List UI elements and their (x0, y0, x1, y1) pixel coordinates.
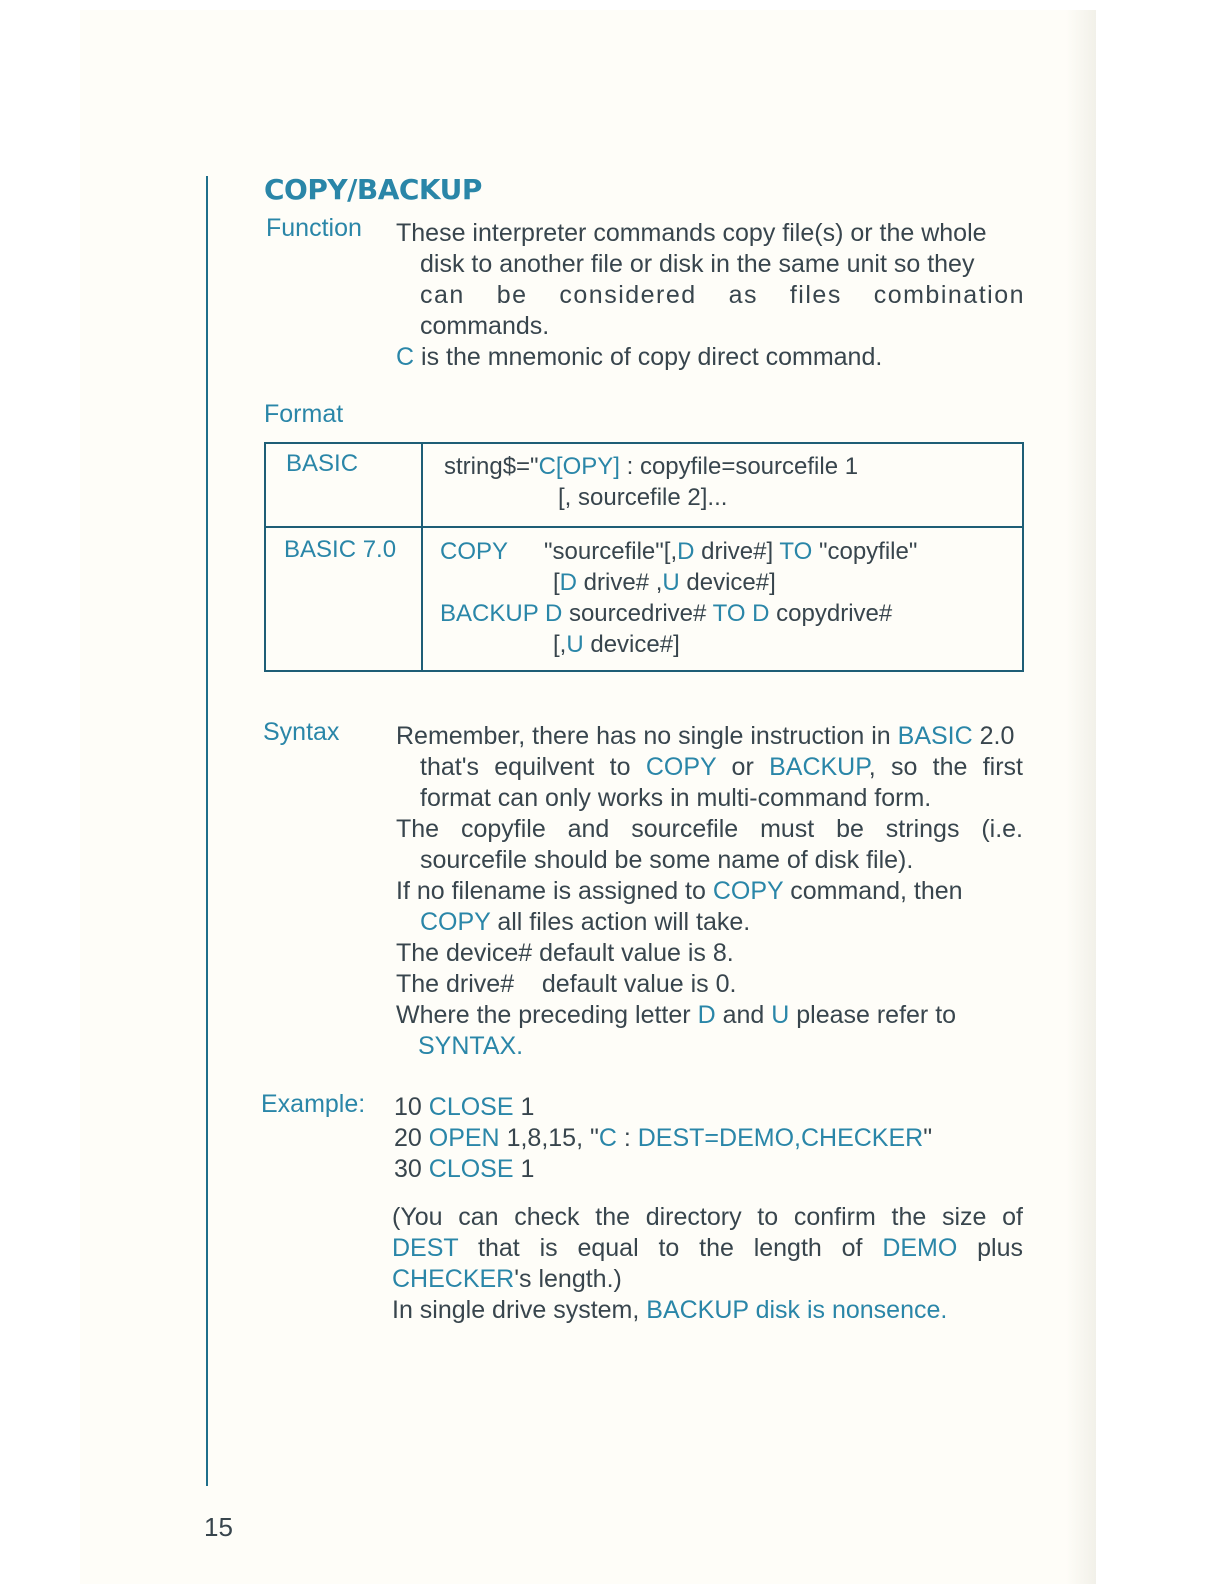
format-text: drive#] (694, 538, 780, 565)
syntax-keyword: COPY (712, 877, 784, 905)
syntax-line-11: SYNTAX. (418, 1032, 524, 1060)
format-text: "copyfile" (812, 538, 918, 565)
format-text: device#] (583, 631, 680, 658)
line-number: 20 (394, 1124, 429, 1152)
note-text: In single drive system, (392, 1296, 647, 1324)
code-keyword: CLOSE (428, 1093, 514, 1121)
format-text: drive# , (577, 569, 663, 596)
syntax-line-5: sourcefile should be some name of disk file). (420, 846, 914, 874)
code-text: : (616, 1124, 638, 1152)
format-lang: BASIC (286, 450, 359, 477)
code-text: 1 (513, 1093, 535, 1121)
example-note-4 (392, 1295, 947, 1326)
syntax-keyword: COPY (645, 753, 717, 781)
format-text: device#] (679, 569, 776, 596)
syntax-text-run: Where the preceding letter (396, 1001, 698, 1029)
format-keyword: D (745, 600, 770, 627)
example-note-3 (392, 1264, 622, 1295)
function-line-5 (396, 342, 882, 373)
syntax-text-run: command, then (783, 877, 963, 905)
syntax-line-7 (420, 907, 750, 938)
format-text: "sourcefile"[, (544, 538, 678, 565)
c-mnemonic-desc: is the mnemonic of copy direct command. (414, 343, 883, 371)
format-keyword: D (559, 569, 578, 596)
syntax-keyword: D (697, 1001, 716, 1029)
syntax-line-3: format can only works in multi-command form. (420, 784, 932, 812)
syntax-line-10 (396, 1000, 956, 1031)
syntax-keyword: U (771, 1001, 790, 1029)
section-heading: COPY/BACKUP (264, 173, 482, 206)
syntax-keyword: BACKUP (769, 753, 869, 781)
note-text: plus (957, 1234, 1023, 1262)
line-number: 30 (394, 1155, 429, 1183)
page-number: 15 (204, 1512, 233, 1542)
left-margin-rule (206, 176, 208, 1486)
code-keyword: C (598, 1124, 617, 1152)
syntax-line-8: The device# default value is 8. (396, 939, 734, 967)
function-line-4: commands. (420, 312, 550, 340)
to-keyword: TO (712, 600, 746, 627)
function-label: Function (266, 214, 362, 242)
format-lang-cell (265, 443, 422, 527)
note-keyword: DEST (392, 1234, 459, 1262)
note-keyword: BACKUP disk is nonsence. (646, 1296, 948, 1324)
line-number: 10 (394, 1093, 429, 1121)
format-text: [ (553, 569, 560, 596)
code-text: 1 (513, 1155, 535, 1183)
example-label: Example: (261, 1090, 366, 1118)
syntax-text-run: all files action will take. (490, 908, 751, 936)
syntax-text-run: , so the first (868, 753, 1023, 781)
format-syntax-cell (422, 443, 1023, 527)
code-keyword: OPEN (428, 1124, 500, 1152)
format-lang: BASIC 7.0 (284, 536, 397, 563)
format-text: [, (553, 631, 567, 658)
function-line-2: disk to another file or disk in the same unit so they (420, 250, 975, 278)
example-note-1: (You can check the directory to confirm the size of (392, 1203, 1023, 1231)
syntax-text-run: or (716, 753, 770, 781)
format-b7-line-2 (553, 569, 776, 597)
format-keyword: C[OPY] (538, 453, 620, 480)
note-keyword: DEMO (882, 1234, 958, 1262)
syntax-text-run: please refer to (789, 1001, 957, 1029)
format-lang-cell (265, 527, 422, 671)
to-keyword: TO (779, 538, 813, 565)
note-text: that is equal to the length of (458, 1234, 883, 1262)
format-keyword: D (677, 538, 695, 565)
example-note-2 (392, 1233, 1023, 1264)
code-text: " (923, 1124, 933, 1152)
format-text: string$=" (444, 453, 539, 480)
function-line-1: These interpreter commands copy file(s) or the whole (396, 219, 987, 247)
syntax-line-2 (420, 752, 1023, 783)
format-text: copydrive# (769, 600, 893, 627)
syntax-label: Syntax (263, 718, 340, 746)
syntax-line-6 (396, 876, 963, 907)
code-keyword: DEST=DEMO,CHECKER (637, 1124, 924, 1152)
format-label: Format (264, 400, 344, 428)
syntax-line-4: The copyfile and sourcefile must be strings (i.e. (396, 815, 1023, 843)
function-line-3: can be considered as files combination (420, 281, 1025, 309)
syntax-text-run: Remember, there has no single instruction in (396, 722, 898, 750)
syntax-keyword: COPY (420, 908, 491, 936)
format-b7-line-1 (440, 538, 917, 566)
example-code-1 (394, 1092, 534, 1123)
c-mnemonic: C (396, 343, 415, 371)
backup-keyword: BACKUP (440, 600, 539, 627)
syntax-text-run: and (715, 1001, 772, 1029)
syntax-text-run: If no filename is assigned to (396, 877, 713, 905)
format-basic-line-2: [, sourcefile 2]... (558, 484, 728, 511)
format-row-basic (265, 443, 1023, 527)
format-table (264, 442, 1024, 672)
format-keyword: U (566, 631, 584, 658)
code-keyword: CLOSE (428, 1155, 514, 1183)
format-text: : copyfile=sourcefile 1 (619, 453, 859, 480)
note-text: 's length.) (514, 1265, 622, 1293)
code-text: 1,8,15, " (499, 1124, 599, 1152)
format-text: sourcedrive# (562, 600, 713, 627)
format-syntax-cell (422, 527, 1023, 671)
format-b7-line-3 (440, 600, 892, 628)
syntax-line-1 (396, 721, 1014, 752)
format-b7-line-4 (553, 631, 680, 659)
format-basic-line-1 (444, 453, 858, 481)
copy-keyword: COPY (440, 538, 509, 565)
example-code-2 (394, 1123, 932, 1154)
format-keyword: D (544, 600, 563, 627)
example-code-3 (394, 1154, 534, 1185)
syntax-text-run: that's equilvent to (420, 753, 646, 781)
syntax-keyword: BASIC (897, 722, 973, 750)
note-keyword: CHECKER (392, 1265, 515, 1293)
format-row-basic7 (265, 527, 1023, 671)
format-keyword: U (662, 569, 680, 596)
syntax-text-run: 2.0 (972, 722, 1015, 750)
syntax-line-9: The drive# default value is 0. (396, 970, 737, 998)
